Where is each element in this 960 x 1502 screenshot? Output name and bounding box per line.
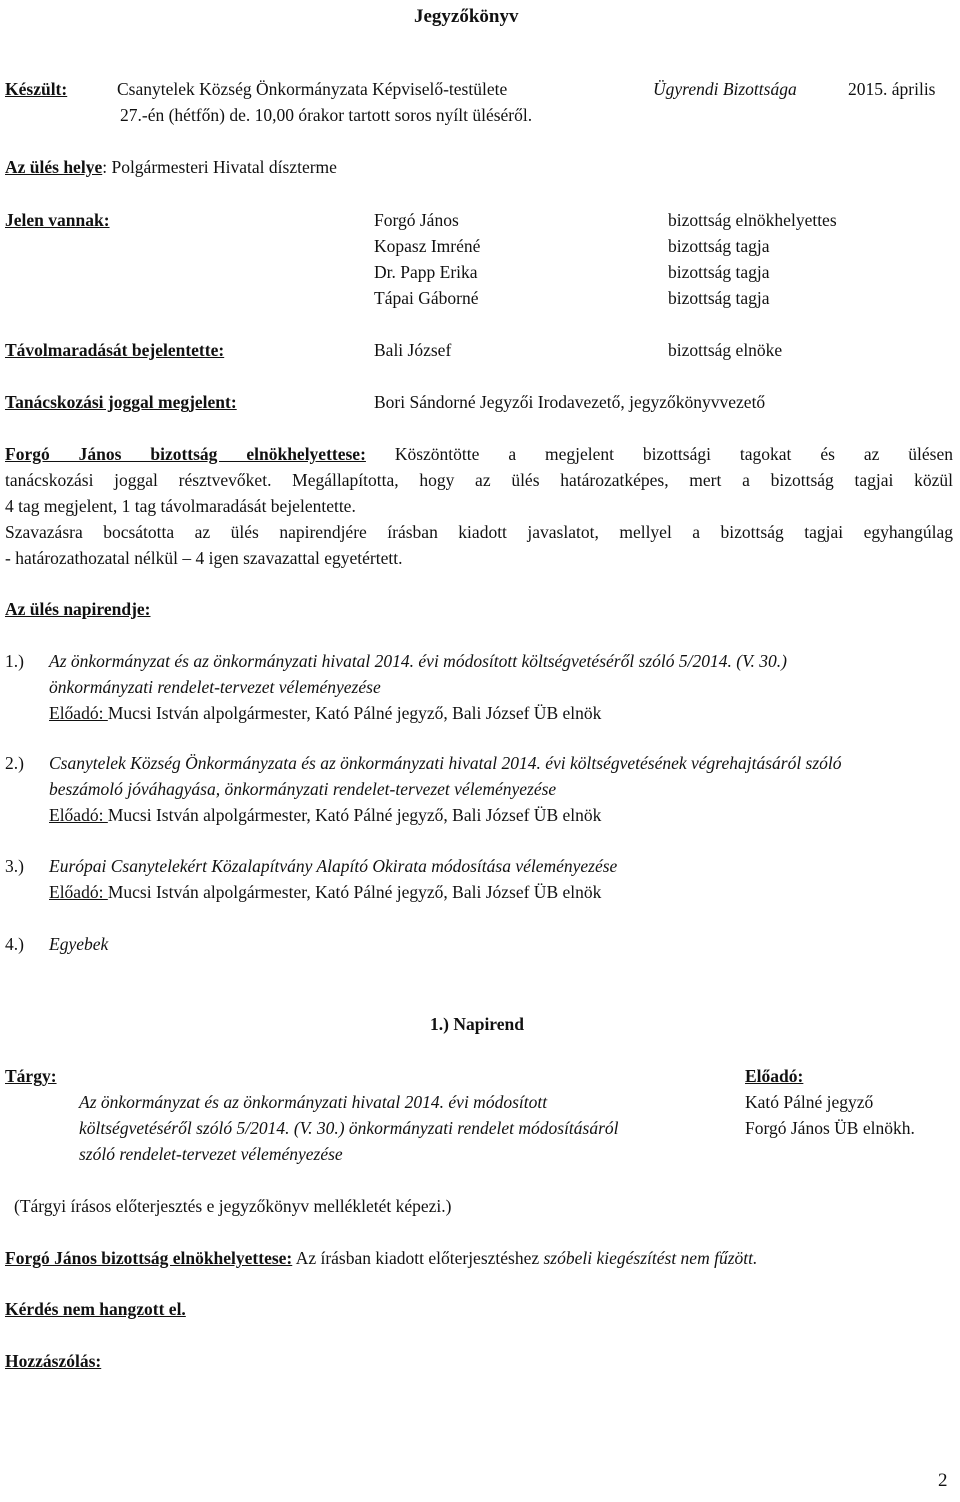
member-role: bizottság elnökhelyettes	[668, 210, 837, 230]
presenter-text: Mucsi István alpolgármester, Kató Pálné jegyző, Bali József ÜB elnök	[107, 703, 602, 723]
agenda-item-number: 2.)	[5, 753, 24, 773]
subject-line: költségvetéséről szóló 5/2014. (V. 30.) önkormányzati rendelet módosításáról	[79, 1118, 619, 1138]
made-committee: Ügyrendi Bizottsága	[653, 79, 797, 99]
meeting-location	[5, 154, 337, 180]
comment-label: Hozzászólás:	[5, 1351, 102, 1371]
opening-speaker: Forgó János bizottság elnökhelyettese:	[5, 444, 366, 464]
agenda-item-number: 4.)	[5, 934, 24, 954]
present-label: Jelen vannak:	[5, 210, 110, 230]
advisory-label: Tanácskozási joggal megjelent:	[5, 392, 237, 412]
subject-line: Az önkormányzat és az önkormányzati hivatal 2014. évi módosított	[79, 1092, 548, 1112]
statement-speaker: Forgó János bizottság elnökhelyettese:	[5, 1248, 293, 1268]
opening-line-3: 4 tag megjelent, 1 tag távolmaradását bejelentette.	[5, 496, 356, 516]
member-name: Dr. Papp Erika	[374, 262, 478, 282]
agenda-item-title: Európai Csanytelekért Közalapítvány Alapító Okirata módosítása véleményezése	[49, 856, 618, 876]
made-organization: Csanytelek Község Önkormányzata Képviselő-testülete	[117, 79, 508, 99]
made-line-2: 27.-én (hétfőn) de. 10,00 órakor tartott soros nyílt üléséről.	[120, 105, 533, 125]
agenda-item-presenter	[49, 802, 601, 828]
agenda-item-presenter	[49, 879, 601, 905]
subject-line: szóló rendelet-tervezet véleményezése	[79, 1144, 343, 1164]
agenda-item-title: Csanytelek Község Önkormányzata és az önkormányzati hivatal 2014. évi költségvetésének végrehajtásáról szóló	[49, 753, 842, 773]
made-date: 2015. április	[848, 79, 936, 99]
location-value: : Polgármesteri Hivatal díszterme	[102, 157, 337, 177]
opening-line-1	[5, 441, 953, 467]
member-name: Tápai Gáborné	[374, 288, 479, 308]
made-label: Készült:	[5, 79, 68, 99]
opening-line-5: - határozathozatal nélkül – 4 igen szavazattal egyetértett.	[5, 548, 403, 568]
agenda-item-title-cont: beszámoló jóváhagyása, önkormányzati rendelet-tervezet véleményezése	[49, 779, 557, 799]
advisory-value: Bori Sándorné Jegyzői Irodavezető, jegyzőkönyvvezető	[374, 392, 766, 412]
presenter-text: Mucsi István alpolgármester, Kató Pálné jegyző, Bali József ÜB elnök	[107, 805, 602, 825]
absent-label: Távolmaradását bejelentette:	[5, 340, 225, 360]
statement-italic: szóbeli kiegészítést nem fűzött.	[543, 1248, 758, 1268]
attachment-note: (Tárgyi írásos előterjesztés e jegyzőkönyv mellékletét képezi.)	[14, 1196, 452, 1216]
agenda-item-title: Egyebek	[49, 934, 109, 954]
member-name: Kopasz Imréné	[374, 236, 481, 256]
presenter-label: Előadó:	[49, 882, 108, 902]
location-label: Az ülés helye	[5, 157, 103, 177]
agenda-item-number: 1.)	[5, 651, 24, 671]
presenter-heading: Előadó:	[745, 1066, 804, 1086]
section-heading: 1.) Napirend	[430, 1014, 524, 1034]
agenda-item-title-cont: önkormányzati rendelet-tervezet véleményezése	[49, 677, 381, 697]
member-role: bizottság tagja	[668, 288, 770, 308]
member-name: Forgó János	[374, 210, 459, 230]
absent-name: Bali József	[374, 340, 452, 360]
member-role: bizottság tagja	[668, 236, 770, 256]
statement-text: Az írásban kiadott előterjesztéshez	[295, 1248, 540, 1268]
member-role: bizottság tagja	[668, 262, 770, 282]
presenter-name: Kató Pálné jegyző	[745, 1092, 874, 1112]
presenter-name: Forgó János ÜB elnökh.	[745, 1118, 915, 1138]
presenter-text: Mucsi István alpolgármester, Kató Pálné jegyző, Bali József ÜB elnök	[107, 882, 602, 902]
no-questions: Kérdés nem hangzott el.	[5, 1299, 186, 1319]
presenter-label: Előadó:	[49, 703, 108, 723]
section-statement	[5, 1245, 757, 1271]
subject-label: Tárgy:	[5, 1066, 57, 1086]
opening-line-4: Szavazásra bocsátotta az ülés napirendjére írásban kiadott javaslatot, mellyel a bizottság tagjai egyhangúlag	[5, 522, 953, 542]
opening-line-2: tanácskozási joggal résztvevőket. Megállapította, hogy az ülés határozatképes, mert a bizottság tagjai közül	[5, 470, 953, 490]
agenda-item-number: 3.)	[5, 856, 24, 876]
page-number: 2	[938, 1470, 948, 1491]
agenda-item-presenter	[49, 700, 601, 726]
absent-role: bizottság elnöke	[668, 340, 783, 360]
agenda-heading: Az ülés napirendje:	[5, 599, 151, 619]
opening-text: Köszöntötte a megjelent bizottsági tagokat és az ülésen	[394, 444, 953, 464]
agenda-item-title: Az önkormányzat és az önkormányzati hivatal 2014. évi módosított költségvetéséről szóló 5/2014. (V. 30.)	[49, 651, 787, 671]
document-title: Jegyzőkönyv	[414, 6, 519, 27]
presenter-label: Előadó:	[49, 805, 108, 825]
